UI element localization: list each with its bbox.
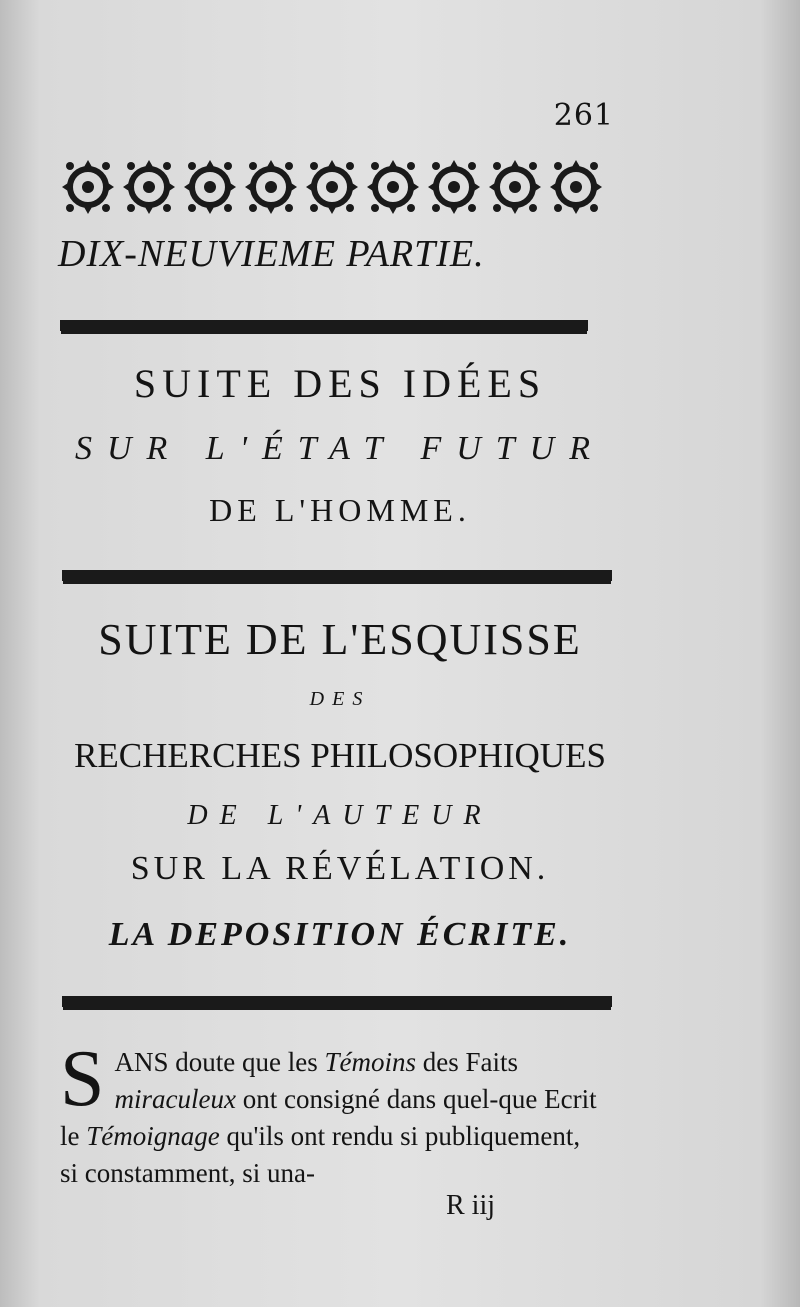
ornament-band [58, 152, 604, 222]
page-number: 261 [553, 98, 614, 133]
part-title: DIX-NEUVIEME PARTIE. [58, 233, 485, 275]
subtitle-line-3: RECHERCHES PHILOSOPHIQUES [74, 736, 606, 775]
body-paragraph [60, 1035, 600, 1192]
title-line-1: SUITE DES IDÉES [133, 361, 547, 406]
title-line-3: DE L'HOMME. [209, 492, 471, 528]
subtitle-line-2: DES [309, 688, 371, 710]
drop-cap: S [60, 1035, 105, 1123]
double-rule-divider [62, 570, 612, 581]
catchword: R iij [446, 1190, 496, 1221]
subtitle-line-1: SUITE DE L'ESQUISSE [98, 615, 582, 664]
double-rule-divider [60, 320, 588, 331]
subtitle-line-6: LA DEPOSITION ÉCRITE. [108, 916, 572, 953]
subtitle-line-4: DE L'AUTEUR [187, 800, 493, 831]
double-rule-divider [62, 996, 612, 1007]
subtitle-line-5: SUR LA RÉVÉLATION. [130, 850, 550, 887]
title-line-2: SUR L'ÉTAT FUTUR [74, 430, 605, 467]
body-text: ANS doute que les Témoins des Faits miraculeux ont consigné dans quel-que Ecrit le Témoignage qu'ils ont rendu si publiquement, si constamment, si una- [60, 1047, 597, 1188]
